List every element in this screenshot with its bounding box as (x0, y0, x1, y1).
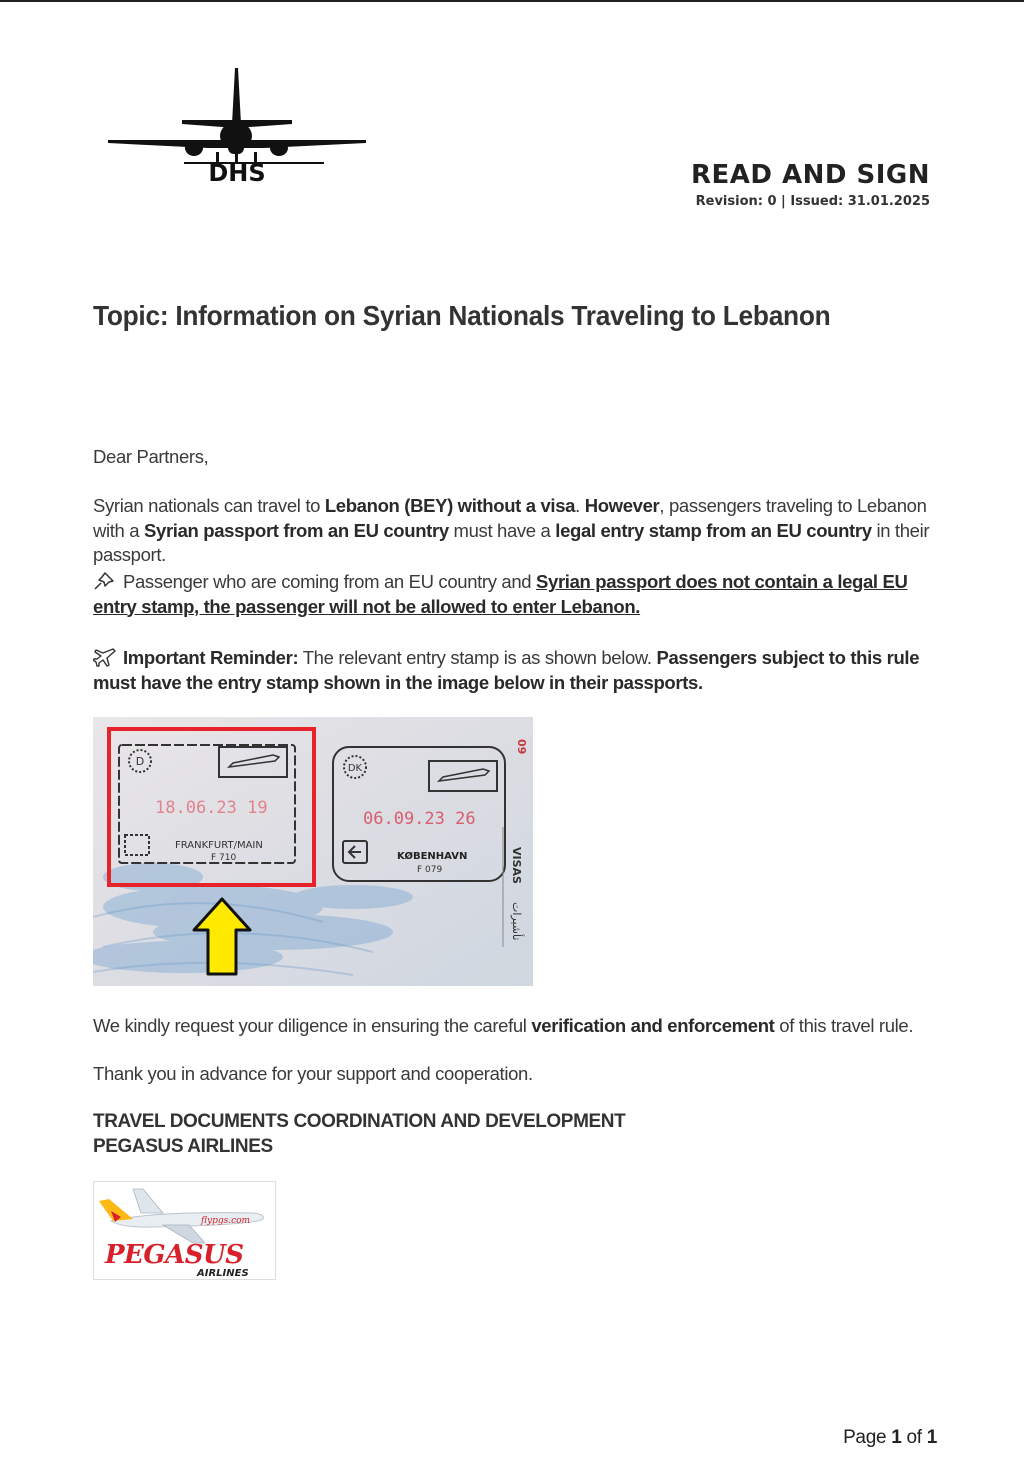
arabic-visas-label: تأشيرات (510, 902, 523, 941)
pegasus-sub-text: AIRLINES (197, 1268, 249, 1279)
stamp2-date: 06.09.23 26 (363, 809, 476, 829)
stamp2-country: DK (347, 763, 363, 774)
stamp1-country: D (135, 755, 145, 768)
visas-label: VISAS (510, 847, 523, 884)
page-word: Page (843, 1427, 892, 1448)
bold-run: However (584, 495, 660, 516)
text-run: We kindly request your diligence in ensuring the careful (93, 1015, 532, 1036)
page-number: 1 (891, 1427, 902, 1448)
paragraph-warning (93, 570, 953, 619)
signature-company: PEGASUS AIRLINES (93, 1136, 273, 1157)
text-run: , passengers traveling to Lebanon with a (93, 495, 927, 541)
greeting: Dear Partners, (93, 446, 209, 467)
stamp1-date: 18.06.23 19 (155, 798, 268, 818)
paragraph-request (93, 1014, 953, 1039)
text-run: of this travel rule. (774, 1015, 914, 1036)
passport-stamp-photo (93, 717, 533, 986)
of-word: of (901, 1427, 927, 1448)
text-run: Passenger who are coming from an EU country and (123, 571, 537, 592)
stamp2-code: F 079 (417, 865, 443, 875)
text-run: Syrian nationals can travel to (93, 495, 325, 516)
pegasus-brand-text: PEGASUS (105, 1240, 244, 1270)
stamp1-city: FRANKFURT/MAIN (175, 840, 263, 851)
top-border (0, 0, 1024, 2)
paragraph-reminder (93, 646, 953, 695)
text-run: . (575, 495, 585, 516)
pegasus-tail-text: flypgs.com (201, 1216, 251, 1226)
topic-heading: Topic: Information on Syrian Nationals Traveling to Lebanon (93, 300, 831, 331)
underlined-warning-text: Syrian passport does not contain a legal EU entry stamp, the passenger will not be allowed to enter Lebanon. (93, 571, 908, 617)
stamp2-city: KØBENHAVN (397, 851, 468, 862)
doc-type-title: READ AND SIGN (690, 160, 930, 190)
airplane-icon (93, 647, 117, 667)
bold-run: Lebanon (BEY) without a visa (324, 495, 576, 516)
bold-run: Passengers subject to this rule must have the entry stamp shown in the image below in their passports. (93, 647, 920, 693)
page-total: 1 (926, 1427, 937, 1448)
revision-line: Revision: 0 | Issued: 31.01.2025 (695, 194, 930, 209)
dhs-logo-text: DHS (208, 159, 266, 186)
bold-run: legal entry stamp from an EU country (555, 519, 872, 541)
bold-run: Syrian passport from an EU country (144, 519, 449, 541)
signature-block (93, 1109, 625, 1159)
text-run: must have a (448, 519, 556, 541)
paragraph-visa-rule (93, 494, 953, 568)
signature-department: TRAVEL DOCUMENTS COORDINATION AND DEVELOPMENT (93, 1111, 626, 1132)
thanks-line: Thank you in advance for your support and cooperation. (93, 1063, 533, 1084)
stamp1-code: F 710 (211, 853, 237, 863)
text-run: The relevant entry stamp is as shown below. (298, 647, 657, 668)
pegasus-airlines-logo (93, 1181, 276, 1280)
text-run: in their passport. (93, 519, 930, 565)
bold-run: verification and enforcement (531, 1015, 775, 1036)
pushpin-icon (93, 571, 117, 591)
page-indicator (780, 1427, 937, 1449)
passport-page-number: 09 (515, 739, 528, 755)
bold-run: Important Reminder: (123, 647, 299, 668)
dhs-airplane-logo (104, 66, 370, 186)
read-and-sign-block (640, 160, 930, 209)
